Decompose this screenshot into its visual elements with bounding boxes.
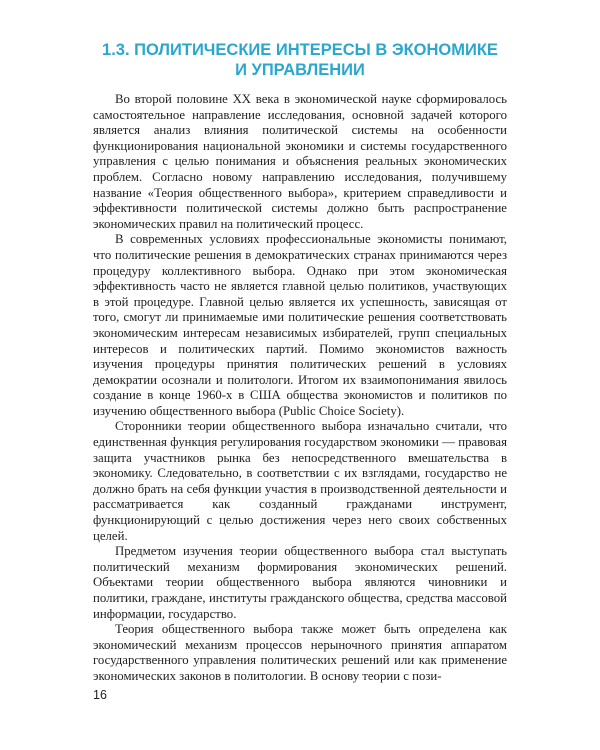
section-heading	[60, 40, 540, 80]
page-number: 16	[93, 688, 107, 702]
paragraph-1: Во второй половине XX века в экономической науке сформировалось самостоятельное направление исследования, основной задачей которого является анализ влияния политической системы на особенности функционирования национальной экономики и системы государственного управления с целью понимания и объяснения реальных экономических проблем. Согласно новому направлению исследования, получившему название «Теория общественного выбора», критерием справедливости и эффективности политической системы должно быть распространение экономических правил на политический процесс.	[93, 92, 507, 231]
body-text	[93, 92, 507, 685]
paragraph-2: В современных условиях профессиональные экономисты понимают, что политические решения в демократических странах принимаются через процедуру коллективного выбора. Однако при этом экономическая эффективность часто не является главной целью политиков, участвующих в этой процедуре. Главной целью является их успешность, зависящая от того, смогут ли принимаемые ими политические решения соответствовать экономическим интересам независимых избирателей, групп специальных интересов и политических партий. Помимо экономистов важность изучения процедуры принятия политических решений в условиях демократии осознали и политологи. Итогом их взаимопонимания явилось создание в конце 1960-х в США общества экономистов и политиков по изучению общественного выбора (Public Choice Society).	[93, 232, 507, 418]
section-heading-line-2: И УПРАВЛЕНИИ	[235, 61, 365, 79]
paragraph-3: Сторонники теории общественного выбора изначально считали, что единственная функция регулирования государством экономики — правовая защита участников рынка без непосредственного вмешательства в экономику. Следовательно, в соответствии с их взглядами, государство не должно брать на себя функции участия в производственной деятельности и рассматривается как созданный гражданами инструмент, функционирующий с целью достижения через него своих собственных целей.	[93, 419, 507, 543]
paragraph-5: Теория общественного выбора также может быть определена как экономический механизм процессов нерыночного принятия аппаратом государственного управления политических решений или как применение экономических законов в политологии. В основу теории с пози-	[93, 622, 507, 683]
paragraph-4: Предметом изучения теории общественного выбора стал выступать политический механизм формирования экономических решений. Объектами теории общественного выбора являются чиновники и политики, граждане, институты гражданского общества, средства массовой информации, государство.	[93, 544, 507, 621]
section-heading-line-1: 1.3. ПОЛИТИЧЕСКИЕ ИНТЕРЕСЫ В ЭКОНОМИКЕ	[102, 41, 498, 59]
